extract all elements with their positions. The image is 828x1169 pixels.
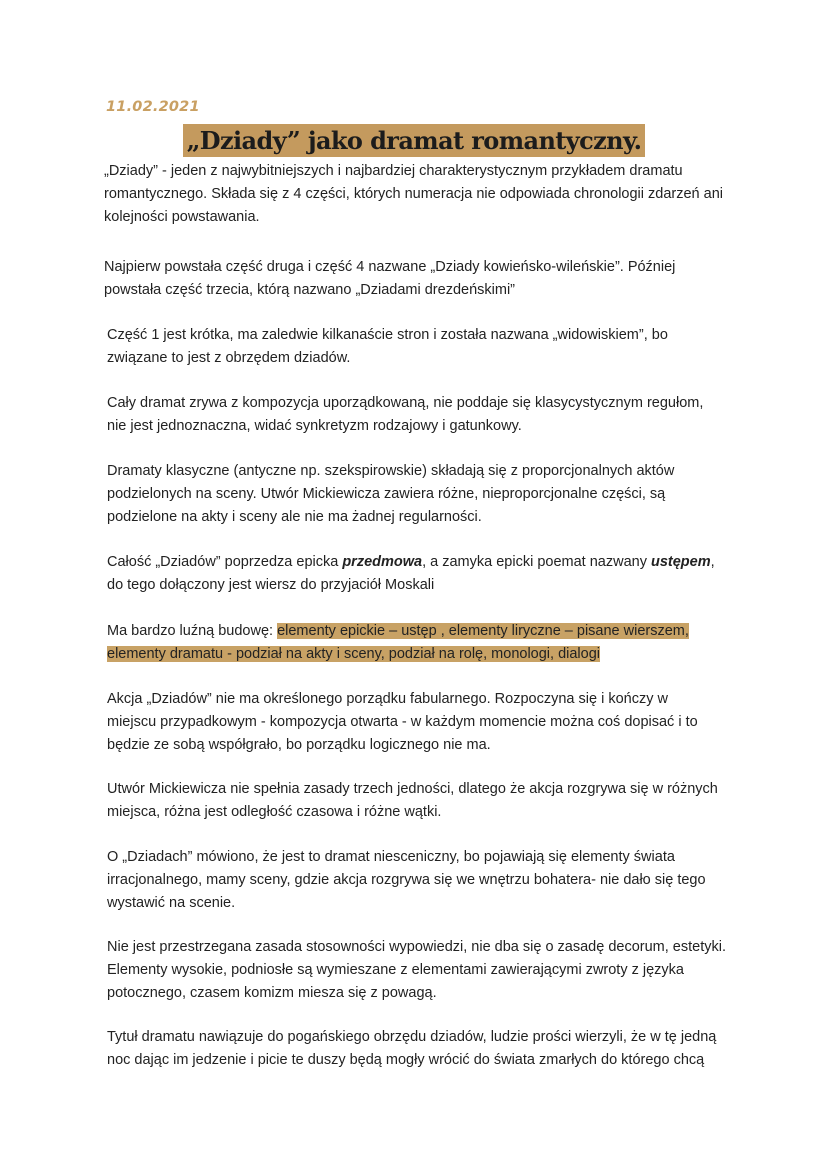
prologue-text-a: Całość „Dziadów” poprzedza epicka <box>107 554 343 570</box>
paragraph-intro: „Dziady” - jeden z najwybitniejszych i najbardziej charakterystycznym przykładem dramatu romantycznego. Składa się z 4 części, których numeracja nie odpowiada chronologii zdarzeń ani kolejności powstawania. <box>104 163 723 225</box>
paragraph-classic-drama: Dramaty klasyczne (antyczne np. szekspirowskie) składają się z proporcjonalnych aktów podzielonych na sceny. Utwór Mickiewicza zawiera różne, nieproporcjonalne części, są podzielone na akty i sceny ale nie ma żadnej regularności. <box>107 463 675 525</box>
paragraph-plot: Akcja „Dziadów” nie ma określonego porządku fabularnego. Rozpoczyna się i kończy w miejscu przypadkowym - kompozycja otwarta - w każdym momencie można coś dopisać i to będzie ze sobą współgrało, bo porządku logicznego nie ma. <box>107 691 698 753</box>
prologue-text-e: , do tego dołączony jest wiersz do przyjaciół Moskali <box>107 554 715 593</box>
date-label: 11.02.2021 <box>106 99 200 115</box>
paragraph-decorum: Nie jest przestrzegana zasada stosowności wypowiedzi, nie dba się o zasadę decorum, estetyki. Elementy wysokie, podniosłe są wymieszane z elementami zawierającymi zwroty z języka potocznego, czasem komizm miesza się z powagą. <box>107 939 726 1001</box>
title-container <box>0 124 828 157</box>
term-przedmowa: przedmowa <box>342 554 423 570</box>
paragraph-structure <box>107 620 707 666</box>
paragraph-order: Najpierw powstała część druga i część 4 nazwane „Dziady kowieńsko-wileńskie”. Później powstała część trzecia, którą nazwano „Dziadami drezdeńskimi” <box>104 259 676 298</box>
term-ustep: ustępem <box>650 554 711 570</box>
paragraph-composition: Cały dramat zrywa z kompozycja uporządkowaną, nie poddaje się klasycystycznym regułom, nie jest jednoznaczna, widać synkretyzm rodzajowy i gatunkowy. <box>107 395 704 434</box>
paragraph-title-origin: Tytuł dramatu nawiązuje do pogańskiego obrzędu dziadów, ludzie prości wierzyli, że w tę jedną noc dając im jedzenie i picie te duszy będą mogły wrócić do świata zmarłych do którego chcą <box>107 1029 717 1068</box>
paragraph-unstageable: O „Dziadach” mówiono, że jest to dramat niesceniczny, bo pojawiają się elementy świata irracjonalnego, mamy sceny, gdzie akcja rozgrywa się we wnętrzu bohatera- nie dało się tego wystawić na scenie. <box>107 849 706 911</box>
prologue-text-c: , a zamyka epicki poemat nazwany <box>422 554 651 570</box>
paragraph-prologue <box>107 551 727 597</box>
paragraph-three-unities: Utwór Mickiewicza nie spełnia zasady trzech jedności, dlatego że akcja rozgrywa się w różnych miejsca, różna jest odległość czasowa i różne wątki. <box>107 781 718 820</box>
structure-lead: Ma bardzo luźną budowę: <box>107 623 278 639</box>
structure-highlight: elementy epickie – ustęp , elementy liryczne – pisane wierszem, elementy dramatu - podział na akty i sceny, podział na rolę, monologi, dialogi <box>107 623 689 662</box>
page-title: „Dziady” jako dramat romantyczny. <box>183 124 646 157</box>
paragraph-part-one: Część 1 jest krótka, ma zaledwie kilkanaście stron i została nazwana „widowiskiem”, bo związane to jest z obrzędem dziadów. <box>107 327 668 366</box>
